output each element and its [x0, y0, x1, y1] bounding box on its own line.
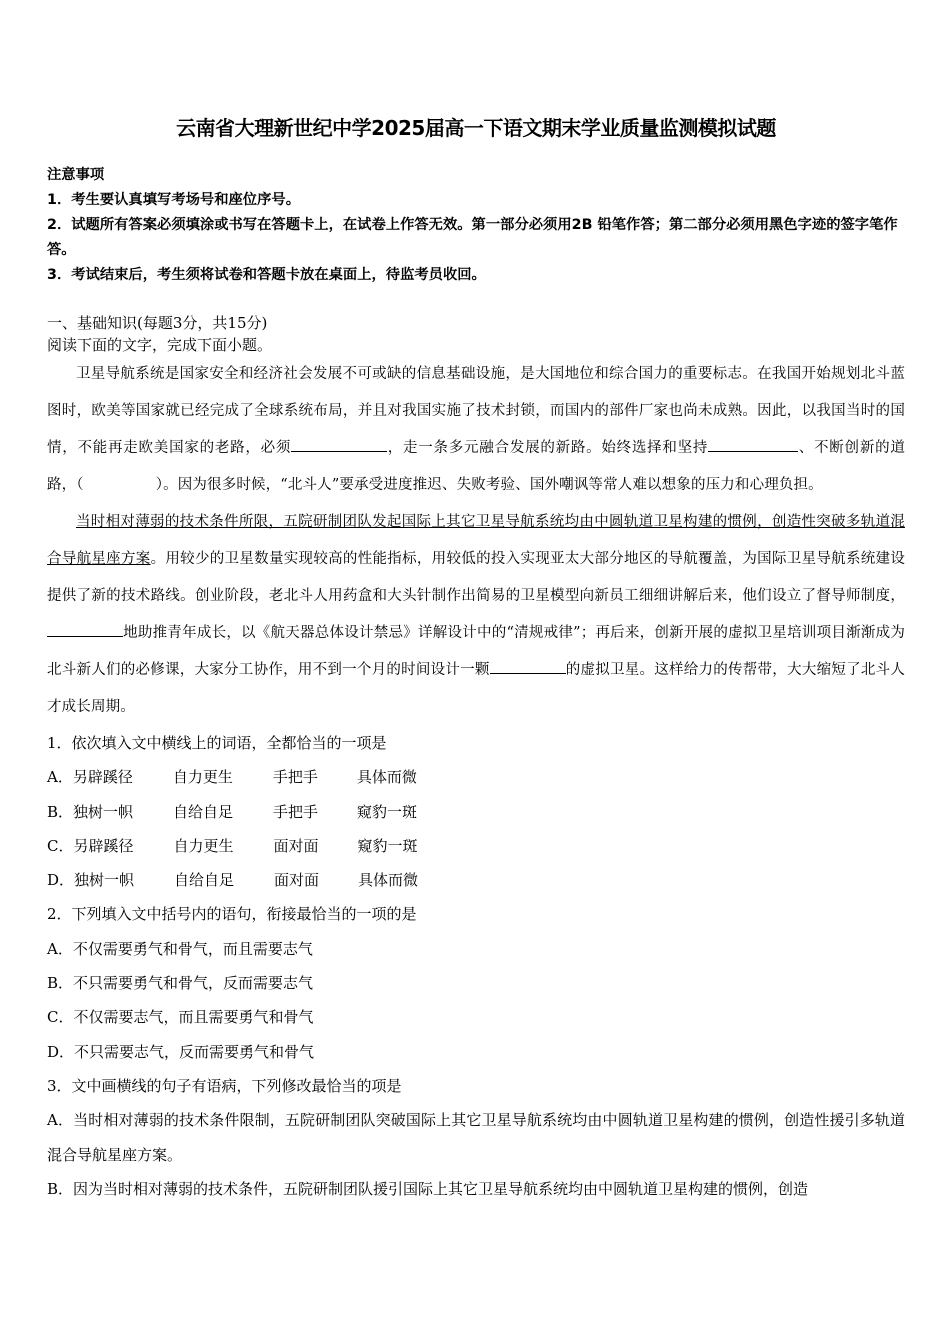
option-c: [47, 1000, 905, 1034]
section-heading: 一、基础知识(每题3分，共15分): [47, 314, 268, 332]
notice-section: [47, 163, 905, 288]
option-b: [47, 1172, 905, 1206]
fill-blank-1: [291, 437, 387, 452]
option-text: 不只需要志气，反而需要勇气和骨气: [74, 1042, 315, 1061]
option-label: C．: [47, 1008, 74, 1027]
page-title: 云南省大理新世纪中学2025届高一下语文期末学业质量监测模拟试题: [176, 116, 776, 140]
fill-blank-2: [708, 437, 798, 452]
option-word: 手把手: [272, 768, 318, 787]
option-label: B．: [47, 802, 74, 821]
reading-passage: [47, 356, 905, 726]
notice-item: 3．考试结束后，考生须将试卷和答题卡放在桌面上，待监考员收回。: [47, 267, 486, 283]
fill-blank-4: [490, 659, 566, 674]
option-word: 独树一帜: [74, 871, 135, 890]
passage-text: 地助推青年成长，以《航天器总体设计禁忌》详解设计中的“清规戒律”；再后来，创新开展的虚拟卫星培训项目渐渐成为北斗新人们的必修课，大家分工协作，用不到一个月的时间设计一颗: [47, 625, 905, 678]
option-word: 手把手: [273, 802, 319, 821]
option-word: 自给自足: [173, 802, 234, 821]
question-stem: 2．下列填入文中括号内的语句，衔接最恰当的一项的是: [47, 905, 417, 924]
passage-paragraph-1: [47, 356, 905, 504]
option-word: 独树一帜: [73, 802, 134, 821]
passage-text: 的虚拟卫星。这样给力的传帮带，大大缩短了北斗人才成长周期。: [47, 662, 905, 715]
option-a: [47, 760, 905, 794]
option-text: 不仅需要勇气和骨气，而且需要志气: [72, 939, 313, 958]
question-2: [47, 897, 905, 1068]
option-word: 面对面: [274, 871, 320, 890]
option-label: A．: [47, 939, 73, 958]
notice-item: 2．试题所有答案必须填涂或书写在答题卡上，在试卷上作答无效。第一部分必须用2B 铅笔作答；第二部分必须用黑色字迹的签字笔作答。: [47, 217, 898, 258]
option-word: 另辟蹊径: [72, 768, 133, 787]
option-label: D．: [47, 1042, 75, 1061]
option-d: [47, 863, 905, 897]
notice-heading: 注意事项: [47, 167, 105, 183]
option-text: 不只需要勇气和骨气，反而需要志气: [73, 974, 314, 993]
option-a: [47, 932, 905, 966]
option-word: 另辟蹊径: [73, 836, 134, 855]
option-b: [47, 966, 905, 1000]
notice-item: 1．考生要认真填写考场号和座位序号。: [47, 192, 300, 208]
question-stem: 1．依次填入文中横线上的词语，全都恰当的一项是: [47, 734, 387, 752]
option-label: A．: [47, 768, 73, 787]
option-word: 具体而微: [356, 768, 417, 787]
option-label: A．: [47, 1111, 74, 1130]
passage-text: ）。因为很多时候，“北斗人”要承受进度推迟、失败考验、国外嘲讽等常人难以想象的压力和心理负担。: [155, 477, 823, 493]
option-c: [47, 829, 905, 863]
passage-text: 、不断创新的道路，（: [47, 440, 905, 493]
option-b: [47, 795, 905, 829]
passage-paragraph-2: [47, 504, 905, 726]
option-word: 自力更生: [172, 768, 233, 787]
passage-text: 。用较少的卫星数量实现较高的性能指标，用较低的投入实现亚太大部分地区的导航覆盖，为国际卫星导航系统建设提供了新的技术路线。创业阶段，老北斗人用药盒和大头针制作出简易的卫星模型向新员工细细讲解后来，他们设立了督导师制度，: [47, 551, 905, 604]
passage-text: 卫星导航系统是国家安全和经济社会发展不可或缺的信息基础设施，是大国地位和综合国力的重要标志。在我国开始规划北斗蓝图时，欧美等国家就已经完成了全球系统布局，并且对我国实施了技术封锁，而国内的部件厂家也尚未成熟。因此，以我国当时的国情，不能再走欧美国家的老路，必须: [47, 366, 905, 456]
option-label: C．: [47, 836, 74, 855]
fill-blank-3: [47, 622, 123, 637]
option-text: 不仅需要志气，而且需要勇气和骨气: [73, 1008, 314, 1027]
option-word: 自给自足: [174, 871, 235, 890]
option-text: 因为当时相对薄弱的技术条件，五院研制团队援引国际上其它卫星导航系统均由中圆轨道卫星构建的惯例，创造: [73, 1179, 809, 1198]
option-word: 自力更生: [173, 836, 234, 855]
option-a: [47, 1103, 905, 1172]
question-1: [47, 726, 905, 897]
option-word: 窥豹一斑: [357, 802, 418, 821]
section-intro: 阅读下面的文字，完成下面小题。: [47, 336, 273, 354]
option-word: 面对面: [273, 836, 319, 855]
option-d: [47, 1035, 905, 1069]
question-3: [47, 1069, 905, 1206]
option-label: B．: [47, 974, 74, 993]
option-word: 窥豹一斑: [357, 836, 418, 855]
exam-page: [47, 112, 905, 1206]
passage-text: ，走一条多元融合发展的新路。始终选择和坚持: [387, 440, 709, 456]
option-text: 当时相对薄弱的技术条件限制，五院研制团队突破国际上其它卫星导航系统均由中圆轨道卫星构建的惯例，创造性援引多轨道混合导航星座方案。: [47, 1111, 905, 1164]
section-basic-knowledge: [47, 312, 905, 356]
underlined-sentence: 当时相对薄弱的技术条件所限，五院研制团队发起国际上其它卫星导航系统均由中圆轨道卫星构建的惯例，创造性突破多轨道混合导航星座方案: [47, 514, 905, 567]
option-label: B．: [47, 1179, 74, 1198]
question-stem: 3．文中画横线的句子有语病，下列修改最恰当的项是: [47, 1076, 402, 1095]
option-label: D．: [47, 871, 75, 890]
option-word: 具体而微: [358, 871, 419, 890]
